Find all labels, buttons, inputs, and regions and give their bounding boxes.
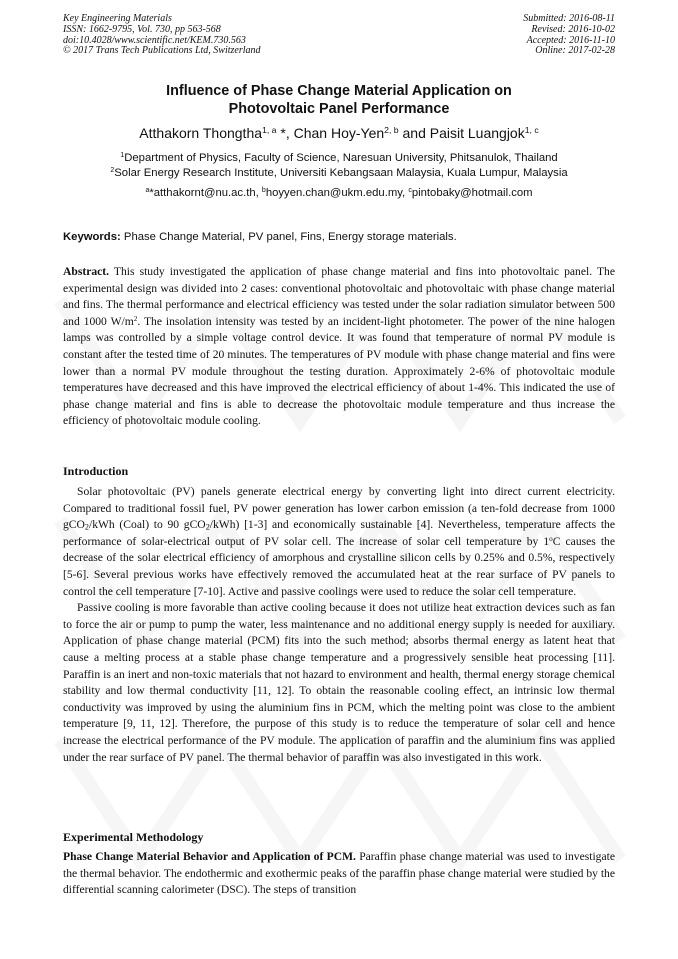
email-1: *atthakornt@nu.ac.th, bbox=[149, 187, 262, 199]
abstract-text-1: This study investigated the application of phase change material and fins into photovoltaic panel. The experimental design was divided into 2 cases: conventional photovoltaic and photovoltaic with phase change material and fins. The thermal performance and electrical efficiency was tested under the solar radiation simulator between 500 and 1000 W/m bbox=[63, 265, 615, 328]
affiliation-2-text: Solar Energy Research Institute, Universiti Kebangsaan Malaysia, Kuala Lumpur, Malaysia bbox=[114, 166, 568, 179]
journal-issn: ISSN: 1662-9795, Vol. 730, pp 563-568 bbox=[63, 23, 221, 35]
abstract-label: Abstract. bbox=[63, 265, 110, 278]
abstract-text-2: . The insolation intensity was tested by an incident-light photometer. The power of the nine halogen lamps was controlled by a simple voltage control device. It was found that temperature of normal PV module is constant after the tested time of 20 minutes. The temperatures of PV module with phase change material and fins were lower than a normal PV module throughout the testing duration. Approximately 2-6% of photovoltaic module temperatures have decreased and this have improved the electrical efficiency of about 1-4%. This indicated the use of phase change material and fins is able to decrease the photovoltaic module temperature and thus increase the efficiency of photovoltaic module cooling. bbox=[63, 314, 615, 428]
revised-date: Revised: 2016-10-02 bbox=[531, 23, 615, 35]
title-line-1: Influence of Phase Change Material Application on bbox=[166, 83, 512, 99]
methodology-text: Paraffin phase change material was used to investigate the thermal behavior. The endothermic and exothermic peaks of the paraffin phase change material were studied by the differential scanning calorimeter (DSC). The steps of transition bbox=[63, 850, 615, 897]
intro-p1-part-a: Solar photovoltaic (PV) panels generate electrical energy by converting light into direct current electricity. Compared to traditional fossil fuel, PV power generation has lower carbon emission (a ten-fold decrease from 1000 gCO bbox=[63, 485, 615, 532]
introduction-body bbox=[63, 484, 615, 766]
author-1: Atthakorn Thongtha bbox=[139, 125, 263, 141]
intro-p1-subscript-1: 2 bbox=[84, 522, 89, 532]
keywords-label: Keywords: bbox=[63, 231, 121, 243]
intro-p1-part-d: C causes the decrease of the solar electrical efficiency of amorphous and crystalline silicon cells by 0.25% and 0.5%, respectively [5-6]. Several previous works have effectively removed the accumulated heat at the rear surface of PV panels to control the cell temperature [7-10]. Active and passive coolings were used to reduce the solar cell temperature. bbox=[63, 534, 616, 598]
affiliation-2-number: 2 bbox=[110, 166, 115, 174]
author-conjunction: and bbox=[398, 125, 430, 141]
intro-p1-part-c: /kWh) [1-3] and economically sustainable [4]. Nevertheless, temperature affects the performance of solar-electrical output of PV solar cell. The increase of solar cell temperature by 1 bbox=[63, 518, 615, 548]
keywords-text: Phase Change Material, PV panel, Fins, Energy storage materials. bbox=[120, 231, 457, 243]
intro-p1-degree-sup: o bbox=[549, 534, 553, 543]
journal-copyright: © 2017 Trans Tech Publications Ltd, Switzerland bbox=[63, 45, 261, 57]
email-1-marker: a bbox=[145, 187, 150, 195]
email-2-marker: b bbox=[261, 187, 266, 195]
author-emails bbox=[63, 186, 615, 200]
author-3: Paisit Luangjok bbox=[429, 125, 525, 141]
keywords bbox=[63, 230, 615, 244]
email-3-marker: c bbox=[408, 187, 412, 195]
email-3: pintobaky@hotmail.com bbox=[411, 187, 533, 199]
affiliation-1 bbox=[63, 151, 615, 166]
affiliation-2 bbox=[63, 166, 615, 181]
affiliation-1-text: Department of Physics, Faculty of Science, Naresuan University, Phitsanulok, Thailand bbox=[124, 152, 558, 164]
methodology-heading: Experimental Methodology bbox=[63, 830, 204, 844]
paper-title bbox=[63, 82, 615, 118]
methodology-subheading: Phase Change Material Behavior and Application of PCM. bbox=[63, 850, 356, 863]
abstract-superscript: 2 bbox=[133, 314, 138, 323]
author-2-affiliation: 2, b bbox=[384, 125, 399, 136]
online-date: Online: 2017-02-28 bbox=[535, 45, 615, 57]
affiliations bbox=[63, 151, 615, 180]
author-1-affiliation: 1, a bbox=[262, 125, 277, 136]
email-2: hoyyen.chan@ukm.edu.my, bbox=[265, 187, 409, 199]
submitted-date: Submitted: 2016-08-11 bbox=[523, 13, 615, 24]
affiliation-1-number: 1 bbox=[120, 152, 125, 160]
author-2: Chan Hoy-Yen bbox=[293, 125, 385, 141]
accepted-date: Accepted: 2016-11-10 bbox=[526, 34, 615, 46]
methodology-body bbox=[63, 849, 615, 899]
abstract bbox=[63, 264, 615, 430]
journal-doi: doi:10.4028/www.scientific.net/KEM.730.563 bbox=[63, 34, 246, 46]
author-3-affiliation: 1, c bbox=[524, 125, 539, 136]
date-header bbox=[395, 14, 615, 57]
journal-name: Key Engineering Materials bbox=[63, 13, 172, 24]
intro-p1-part-b: /kWh (Coal) to 90 gCO bbox=[88, 518, 206, 532]
journal-header bbox=[63, 14, 363, 57]
title-line-2: Photovoltaic Panel Performance bbox=[228, 101, 450, 117]
author-list bbox=[63, 124, 615, 142]
intro-p1-subscript-2: 2 bbox=[205, 522, 210, 532]
corresponding-mark: *, bbox=[276, 125, 294, 141]
introduction-paragraph-2: Passive cooling is more favorable than active cooling because it does not utilize heat extraction devices such as fan to force the air or pump to pump the water, less maintenance and no additional energy supply is needed for auxiliary. Application of phase change material (PCM) fits into the such method; absorbs thermal energy as latent heat that cause a melting process at a stable phase change temperature and a progressively sensible heat processing [11]. Paraffin is an inert and non-toxic materials that not hazard to environment and health, thermal energy storage chemical stability and low thermal conductivity [11, 12]. To obtain the reasonable cooling effect, an intrinsic low thermal conductivity was improved by using the aluminium fins in PCM, which the melting point was close to the ambient temperature [9, 11, 12]. Therefore, the purpose of this study is to reduce the temperature of solar cell and hence increase the electrical performance of the PV module. The application of paraffin and the aluminium fins was applied under the rear surface of PV panel. The thermal behavior of paraffin was also investigated in this work. bbox=[63, 601, 615, 764]
introduction-heading: Introduction bbox=[63, 464, 129, 478]
introduction-paragraph-1 bbox=[63, 484, 615, 600]
